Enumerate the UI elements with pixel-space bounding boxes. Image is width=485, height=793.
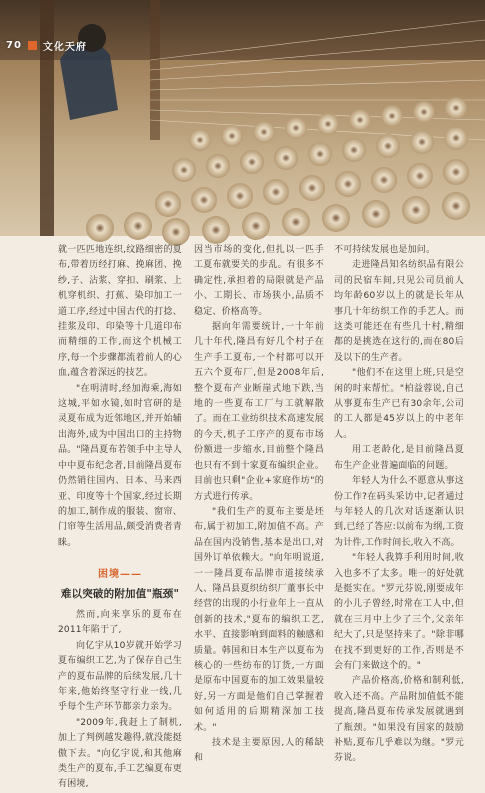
paragraph: 据向年需要统计,一十年前几十年代,隆昌有好几个村子在生产手工夏布,一个村都可以开五六个夏布厂,但是2008年后,整个夏布产业断崖式地下跌,当地的一些夏布工厂与工就解散了。而在工业纺织技术高速发展的今天,机子工序产的夏布市场份额进一步缩水,目前整个隆昌也只有不到十家夏布编织企业。目前也只剩"企业+家庭作坊"的方式进行传承。 (194, 322, 324, 502)
paragraph: 年轻人为什么不愿意从事这份工作?在码头采访中,记者通过与年轻人的几次对话逐渐认识到,已经了答应:以前布为纲,工资为计件,工作时间长,收入不高。 (334, 476, 464, 548)
paragraph: "2009年,我赶上了制机,加上了判例越发趣得,就没能挺傲下去。"向亿宇说,和其他麻类生产的夏布,手工艺编夏布更有困境, (58, 717, 182, 790)
paragraph: "他们不在这里上班,只是空闲的时来帮忙。"柏益蓉说,自己从事夏布生产已有30余年,公司的工人都是45岁以上的中老年人。 (334, 368, 464, 440)
paragraph: 用工老龄化,是目前隆昌夏布生产企业普遍面临的问题。 (334, 445, 464, 471)
loom-illustration (0, 0, 485, 236)
paragraph: "我们生产的夏布主要是坯布,属于初加工,附加值不高。产品在国内没销售,基本是出口,对国外订单依赖大。"向年明说道,一一隆昌夏布品牌市道接续承人、隆昌县夏织纺织厂董事长中经营的出现的小行业年上一直从创新的技术,"夏布的编织工艺,水平、直接影响到面料的触感和质量。韩国和日本生产以夏布为核心的一些纺布的订货,一方面是原布中国夏布的加工效果量较好,另一方面是他们自己掌握着如何适用的后期精深加工技术。" (194, 506, 324, 733)
section-marker-icon (28, 41, 37, 50)
paragraph: 技术是主要原因,人的稀缺和 (194, 738, 324, 764)
paragraph: 产品价格高,价格和制利低,收入还不高。产品附加值低不能提高,隆昌夏布传承发展就遇到了瓶颈。"如果没有国家的鼓励补贴,夏布几乎难以为继。"罗元芬说。 (334, 676, 464, 764)
text-column-2 (194, 243, 324, 767)
subheading-subtitle: 难以突破的附加值"瓶颈" (60, 587, 180, 600)
paragraph: 因当市场的变化,但扎以一匹手工夏布就要关的步乱。有很多不确定性,承担着的局限就是产品小、工期长、市场狭小,品质不稳定、价格高等。 (194, 245, 324, 317)
page-number: 70 (6, 40, 22, 51)
paragraph: 然而,向来享乐的夏布在2011年陷于了, (58, 609, 182, 636)
spools (86, 97, 470, 246)
section-title: 文化天府 (42, 42, 87, 53)
paragraph: 不可持续发展也是加问。 (334, 245, 436, 255)
subheading-title: 困境—— (98, 569, 142, 581)
page-header (6, 38, 87, 53)
paragraph: 向亿宇从10岁就开始学习夏布编织工艺,为了保存自己生产的夏布品牌的后续发展,几十年来,他始终坚守行业一线,几乎每个生产环节都亲力亲为。 (58, 640, 182, 713)
subheading (58, 567, 182, 602)
paragraph: "年轻人我算手利用时间,收入也多不了太多。唯一的好处就是挺实在。"罗元芬说,刚要成年的小儿子曾经,时常在工人中,但就在三月中上少了三个,父亲年纪大了,只是坚持来了。"除非哪在找不到更好的工作,否则是不会有门来做这个的。" (334, 553, 464, 671)
text-column-1 (58, 243, 182, 793)
paragraph: 走进隆昌知名纺织品有限公司的民宿车间,只见公司员前人均年龄60岁以上的就是长年从事几十年纺织工作的手艺人。而这类可能还在有些几十村,精细都的是挑选在这行的,而在80后及以下的生产者。 (334, 260, 464, 363)
loom-photo (0, 0, 485, 236)
text-column-3 (334, 243, 464, 767)
paragraph: 就一匹匹地连织,纹路细密的夏布,带着历经打麻、挽麻团、挽纱,子、沾浆、穿扣、刷浆、上机穿机织、打蕉、染印加工一道工序,经过中国古代的打捻、挂浆及印、印染等十几道印布而精细的工作,而这个机械工序,每一个步骤都流着前人的心血,蕴含着深远的技艺。 (58, 245, 182, 379)
paragraph: "在明清时,经加海乘,海如这城,平如水镜,如时官研的是灵夏布成为近邻地区,并开始辅出海外,成为中国出口的主持物品。"隆昌夏布若领手中主导人中中夏布纪念者,目前隆昌夏布仍然销往国内、日本、马来西亚、印度等十个国家,经过长期的加工,制作成的服装、窗帘、门帘等生活用品,颇受消费者青睐。 (58, 383, 182, 548)
